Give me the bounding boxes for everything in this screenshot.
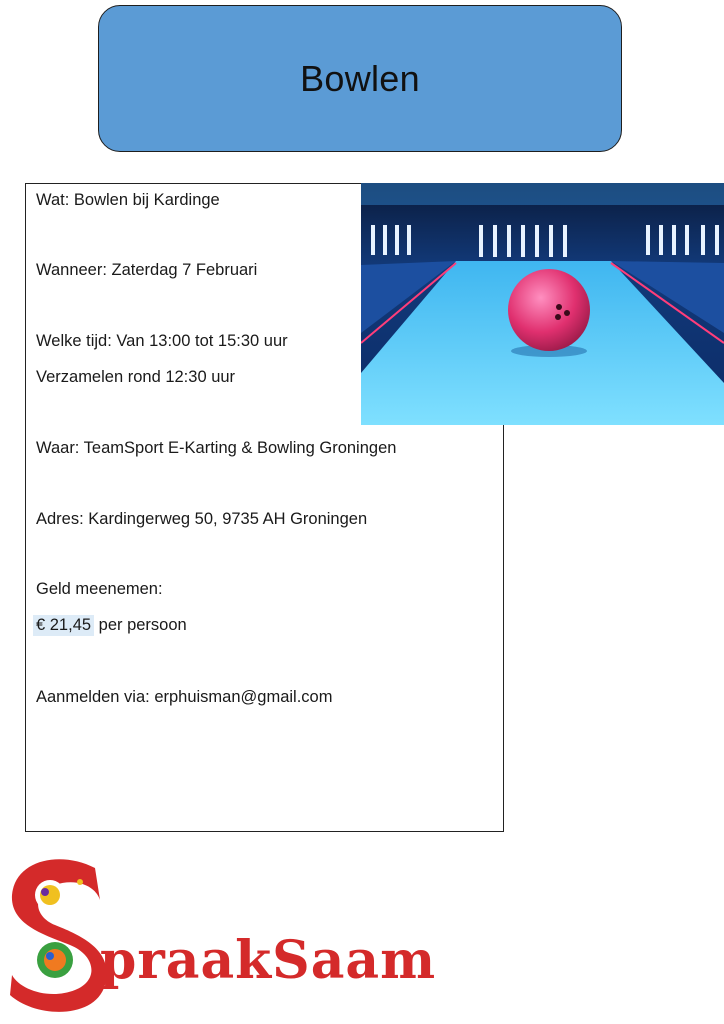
time-line: Welke tijd: Van 13:00 tot 15:30 uur <box>36 332 288 350</box>
what-line: Wat: Bowlen bij Kardinge <box>36 191 220 209</box>
where-line: Waar: TeamSport E-Karting & Bowling Groningen <box>36 439 397 457</box>
gather-line: Verzamelen rond 12:30 uur <box>36 368 236 386</box>
title-box <box>98 5 622 152</box>
price-line <box>36 616 187 635</box>
address-line: Adres: Kardingerweg 50, 9735 AH Groningen <box>36 510 368 528</box>
logo-text: praakSaam <box>100 930 437 991</box>
bowling-photo <box>361 183 724 425</box>
money-label: Geld meenemen: <box>36 580 163 598</box>
when-line: Wanneer: Zaterdag 7 Februari <box>36 261 258 279</box>
signup-line: Aanmelden via: erphuisman@gmail.com <box>36 688 333 706</box>
page-title: Bowlen <box>300 57 420 99</box>
price-value: € 21,45 <box>33 615 94 636</box>
spraaksaam-logo <box>0 840 452 1024</box>
price-suffix: per persoon <box>94 616 187 634</box>
